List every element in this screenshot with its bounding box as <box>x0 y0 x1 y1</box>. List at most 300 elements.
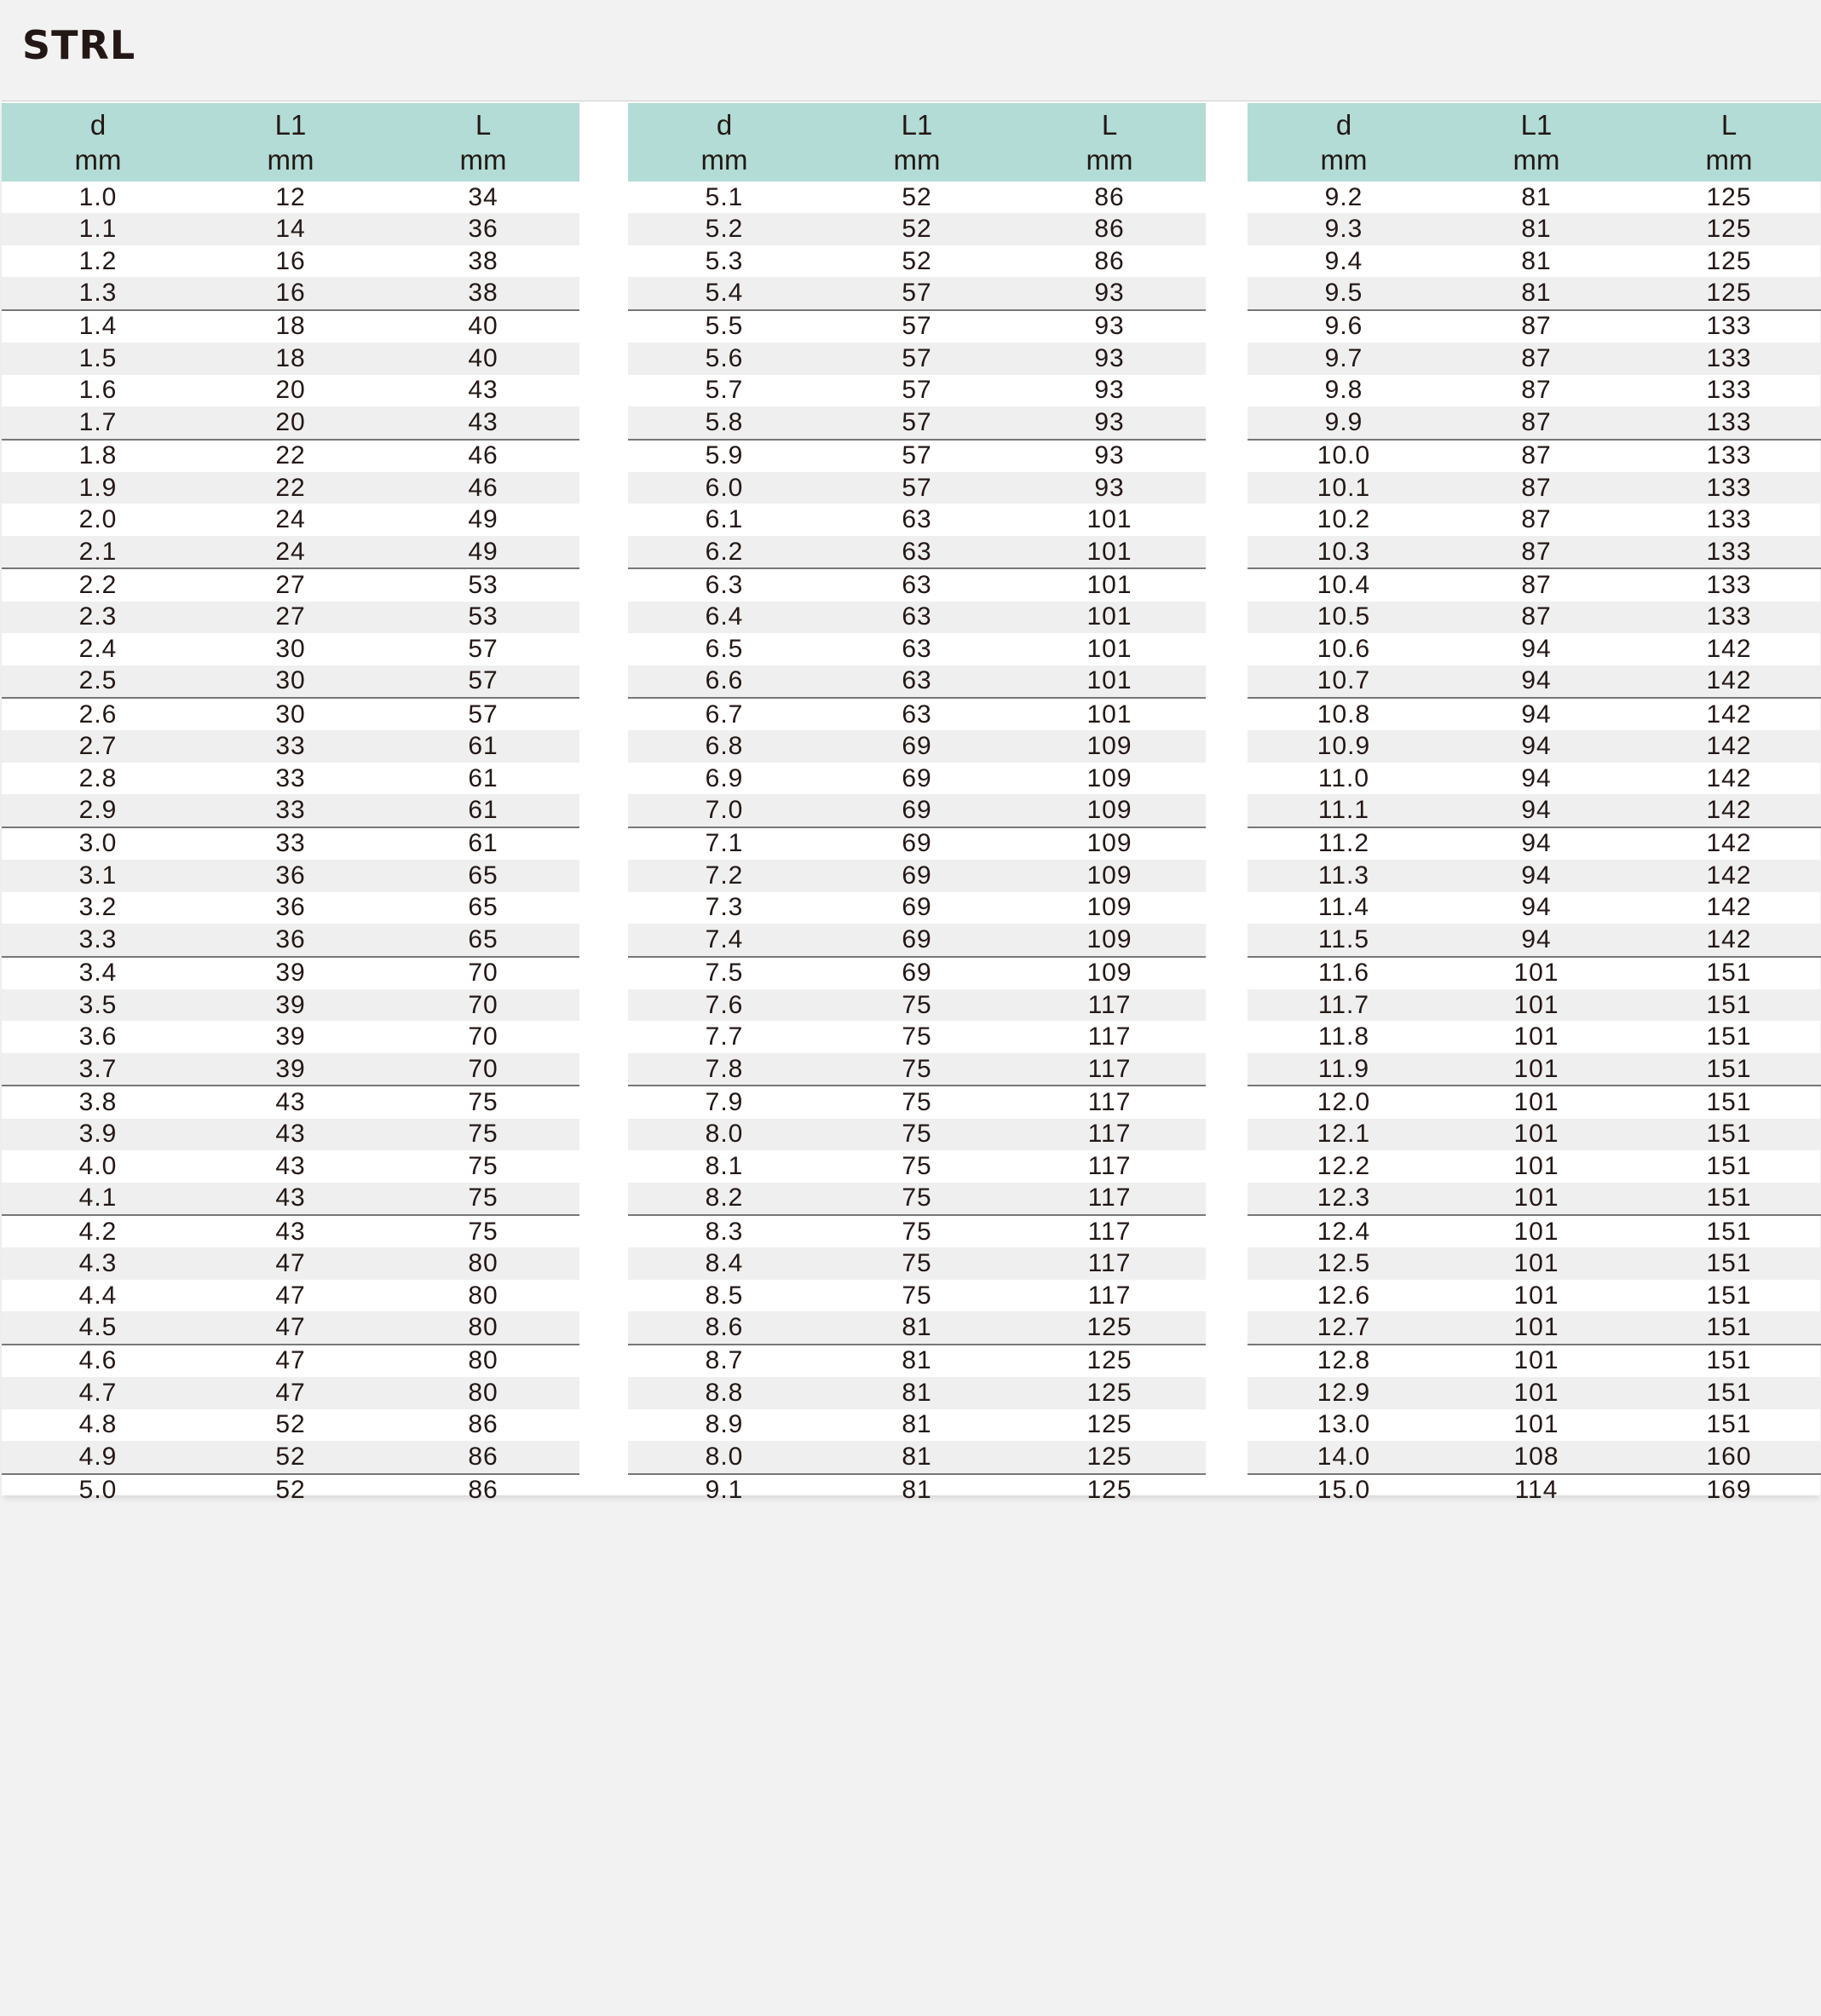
table-row <box>1248 763 1821 794</box>
table-header-row <box>1248 103 1821 181</box>
table-row <box>628 924 1206 956</box>
cell-l: 151 <box>1706 1151 1752 1180</box>
cell-l: 133 <box>1706 505 1752 534</box>
table-row <box>628 181 1206 213</box>
cell-l: 49 <box>468 505 498 534</box>
table-row <box>2 504 579 535</box>
cell-l1: 75 <box>902 1217 932 1246</box>
cell-l1: 52 <box>902 182 932 211</box>
cell-d: 4.3 <box>2 1247 194 1279</box>
table-row <box>1248 1021 1821 1052</box>
cell-l1: 20 <box>194 406 387 439</box>
cell-l1: 22 <box>194 472 387 504</box>
cell-l1: 94 <box>1440 665 1633 698</box>
cell-d: 6.9 <box>705 763 744 792</box>
cell-d: 7.8 <box>628 1053 821 1086</box>
cell-l1: 63 <box>902 634 932 663</box>
cell-l1: 47 <box>194 1377 387 1408</box>
cell-l1: 94 <box>1521 634 1552 663</box>
cell-l1: 94 <box>1440 794 1633 827</box>
cell-d: 11.7 <box>1248 989 1440 1021</box>
cell-d: 9.2 <box>1324 182 1363 211</box>
table-row <box>2 892 579 924</box>
cell-l1: 57 <box>902 376 932 405</box>
cell-l1: 52 <box>275 1410 306 1439</box>
cell-d: 11.3 <box>1248 860 1440 891</box>
table-row <box>628 763 1206 794</box>
table-row <box>1248 1183 1821 1215</box>
table-row <box>2 924 579 956</box>
cell-l1: 18 <box>275 312 306 341</box>
cell-d: 1.6 <box>78 376 118 405</box>
cell-d: 4.6 <box>78 1346 118 1375</box>
table-row <box>628 245 1206 277</box>
table-row <box>628 440 1206 472</box>
cell-d: 12.9 <box>1248 1377 1440 1408</box>
table-row <box>1248 245 1821 277</box>
cell-l: 70 <box>387 1053 579 1086</box>
cell-l: 80 <box>387 1311 579 1344</box>
table-row <box>628 892 1206 924</box>
cell-d: 3.3 <box>2 924 194 956</box>
cell-d: 11.9 <box>1248 1053 1440 1086</box>
cell-l1: 75 <box>821 989 1013 1021</box>
cell-l: 34 <box>468 182 498 211</box>
table-row <box>1248 1053 1821 1086</box>
cell-l1: 87 <box>1521 505 1552 534</box>
cell-l1: 57 <box>821 472 1013 504</box>
cell-l: 75 <box>468 1217 498 1246</box>
cell-l1: 81 <box>1521 246 1552 275</box>
cell-l: 117 <box>1087 1281 1132 1310</box>
cell-l: 70 <box>468 959 498 988</box>
table-row <box>1248 665 1821 698</box>
cell-l: 93 <box>1013 343 1206 374</box>
cell-d: 12.7 <box>1248 1311 1440 1344</box>
cell-d: 11.0 <box>1317 763 1370 792</box>
cell-l1: 101 <box>1513 1410 1559 1439</box>
cell-l1: 69 <box>821 860 1013 891</box>
cell-l: 101 <box>1086 634 1132 663</box>
cell-d: 2.4 <box>78 634 118 663</box>
table-row <box>628 602 1206 633</box>
cell-d: 3.9 <box>2 1119 194 1150</box>
cell-d: 3.8 <box>78 1087 118 1116</box>
cell-l1: 63 <box>821 665 1013 698</box>
cell-l1: 75 <box>902 1151 932 1180</box>
table-row <box>1248 1377 1821 1408</box>
cell-d: 4.9 <box>2 1441 194 1473</box>
cell-l1: 69 <box>821 924 1013 956</box>
table-row <box>1248 1474 1821 1506</box>
cell-l: 151 <box>1706 1410 1752 1439</box>
table-row <box>1248 1086 1821 1118</box>
table-row <box>628 957 1206 989</box>
cell-l: 93 <box>1013 277 1206 309</box>
cell-d: 3.5 <box>2 989 194 1021</box>
cell-l: 75 <box>387 1183 579 1215</box>
cell-l: 65 <box>468 893 498 922</box>
table-row <box>1248 472 1821 504</box>
cell-d: 7.2 <box>628 860 821 891</box>
table-row <box>2 440 579 472</box>
cell-d: 1.0 <box>78 182 118 211</box>
cell-d: 8.2 <box>628 1183 821 1215</box>
column-unit: mm <box>700 144 748 176</box>
cell-d: 7.1 <box>705 829 744 858</box>
cell-l: 46 <box>387 472 579 504</box>
cell-l1: 94 <box>1440 924 1633 956</box>
cell-d: 10.4 <box>1317 570 1371 599</box>
cell-l: 70 <box>468 1022 498 1051</box>
cell-l: 133 <box>1706 441 1752 470</box>
table-row <box>1248 440 1821 472</box>
table-row <box>2 1280 579 1311</box>
cell-d: 5.2 <box>628 213 821 245</box>
cell-l1: 101 <box>1440 1247 1633 1279</box>
cell-d: 2.7 <box>2 730 194 762</box>
cell-l: 117 <box>1013 1183 1206 1215</box>
cell-l: 169 <box>1706 1476 1752 1505</box>
table-row <box>1248 536 1821 568</box>
cell-l1: 39 <box>194 989 387 1021</box>
table-row <box>1248 989 1821 1021</box>
cell-l: 133 <box>1633 536 1821 568</box>
cell-l: 125 <box>1013 1441 1206 1473</box>
cell-l1: 20 <box>275 376 306 405</box>
cell-d: 8.0 <box>628 1119 821 1150</box>
table-row <box>1248 504 1821 535</box>
cell-l1: 43 <box>194 1183 387 1215</box>
column-header-l <box>387 103 579 181</box>
cell-l1: 12 <box>275 182 306 211</box>
cell-d: 2.1 <box>2 536 194 568</box>
table-row <box>628 1474 1206 1506</box>
cell-l: 109 <box>1086 829 1132 858</box>
cell-l1: 75 <box>821 1053 1013 1086</box>
cell-l: 86 <box>1094 182 1125 211</box>
table-row <box>628 1021 1206 1052</box>
cell-l: 38 <box>468 246 498 275</box>
cell-d: 2.0 <box>78 505 118 534</box>
cell-l1: 81 <box>821 1311 1013 1344</box>
table-row <box>2 1053 579 1086</box>
table-row <box>1248 406 1821 439</box>
cell-l1: 43 <box>275 1087 306 1116</box>
cell-l1: 81 <box>902 1476 932 1505</box>
cell-l: 93 <box>1094 376 1125 405</box>
table-row <box>2 1311 579 1344</box>
cell-l: 43 <box>468 376 498 405</box>
cell-l: 40 <box>387 343 579 374</box>
cell-l1: 69 <box>902 959 932 988</box>
cell-l: 151 <box>1633 1247 1821 1279</box>
dimension-table-2 <box>628 103 1206 1506</box>
cell-d: 3.6 <box>78 1022 118 1051</box>
cell-l: 86 <box>387 1441 579 1473</box>
cell-l: 109 <box>1013 860 1206 891</box>
cell-l1: 81 <box>1521 182 1552 211</box>
cell-d: 1.3 <box>2 277 194 309</box>
table-row <box>1248 1150 1821 1182</box>
cell-l1: 63 <box>821 536 1013 568</box>
column-name: d <box>1335 109 1352 141</box>
cell-l: 151 <box>1633 1183 1821 1215</box>
cell-l1: 43 <box>194 1119 387 1150</box>
table-row <box>2 310 579 343</box>
table-row <box>1248 1409 1821 1441</box>
cell-l1: 75 <box>902 1087 932 1116</box>
cell-l: 151 <box>1706 1022 1752 1051</box>
table-row <box>2 665 579 698</box>
column-name: L1 <box>1520 109 1553 141</box>
cell-l1: 81 <box>1440 277 1633 309</box>
cell-l1: 101 <box>1513 1217 1559 1246</box>
cell-d: 12.4 <box>1317 1217 1371 1246</box>
table-row <box>2 1247 579 1279</box>
cell-l: 151 <box>1706 1087 1752 1116</box>
cell-l: 109 <box>1013 794 1206 827</box>
table-row <box>1248 924 1821 956</box>
cell-d: 5.5 <box>705 312 744 341</box>
cell-l1: 52 <box>902 246 932 275</box>
cell-d: 10.2 <box>1317 505 1371 534</box>
cell-d: 8.4 <box>628 1247 821 1279</box>
table-row <box>628 406 1206 439</box>
cell-d: 5.4 <box>628 277 821 309</box>
cell-l: 43 <box>387 406 579 439</box>
cell-d: 8.5 <box>705 1281 744 1310</box>
column-name: L1 <box>901 109 933 141</box>
cell-l1: 63 <box>902 700 932 729</box>
cell-l: 57 <box>468 700 498 729</box>
table-row <box>2 536 579 568</box>
cell-d: 10.6 <box>1317 634 1371 663</box>
cell-l1: 75 <box>821 1183 1013 1215</box>
table-row <box>1248 892 1821 924</box>
table-row <box>628 1053 1206 1086</box>
table-row <box>628 730 1206 762</box>
table-row <box>2 763 579 794</box>
cell-l: 101 <box>1013 665 1206 698</box>
table-row <box>2 1345 579 1377</box>
cell-l1: 75 <box>821 1119 1013 1150</box>
table-row <box>628 472 1206 504</box>
table-row <box>2 1119 579 1150</box>
cell-l: 125 <box>1086 1410 1132 1439</box>
cell-l: 125 <box>1086 1346 1132 1375</box>
table-row <box>628 277 1206 309</box>
cell-d: 9.1 <box>705 1476 744 1505</box>
dimension-table-1 <box>2 103 579 1506</box>
cell-d: 3.2 <box>78 893 118 922</box>
column-unit: mm <box>1086 144 1133 176</box>
cell-d: 6.6 <box>628 665 821 698</box>
cell-d: 4.7 <box>2 1377 194 1408</box>
cell-l: 101 <box>1086 570 1132 599</box>
cell-l1: 87 <box>1521 570 1552 599</box>
cell-d: 6.8 <box>628 730 821 762</box>
cell-d: 6.3 <box>705 570 744 599</box>
table-row <box>2 1441 579 1473</box>
cell-l: 75 <box>387 1119 579 1150</box>
table-row <box>628 343 1206 374</box>
table-row <box>1248 310 1821 343</box>
cell-d: 7.0 <box>628 794 821 827</box>
table-row <box>1248 1311 1821 1344</box>
cell-d: 5.1 <box>705 182 744 211</box>
cell-d: 15.0 <box>1317 1476 1371 1505</box>
cell-l: 80 <box>468 1281 498 1310</box>
cell-l: 36 <box>387 213 579 245</box>
cell-l: 75 <box>468 1087 498 1116</box>
cell-l1: 16 <box>275 246 306 275</box>
column-unit: mm <box>459 144 507 176</box>
cell-l1: 114 <box>1514 1476 1559 1505</box>
cell-l1: 52 <box>275 1476 306 1505</box>
cell-l: 133 <box>1633 602 1821 633</box>
cell-l: 133 <box>1706 570 1752 599</box>
cell-l: 125 <box>1013 1377 1206 1408</box>
table-row <box>2 602 579 633</box>
table-row <box>628 1247 1206 1279</box>
cell-d: 4.2 <box>78 1217 118 1246</box>
cell-l1: 52 <box>194 1441 387 1473</box>
cell-d: 7.4 <box>628 924 821 956</box>
cell-l1: 94 <box>1521 893 1552 922</box>
table-row <box>2 213 579 245</box>
cell-d: 6.1 <box>705 505 744 534</box>
table-row <box>628 860 1206 891</box>
cell-l1: 27 <box>194 602 387 633</box>
cell-l: 101 <box>1013 536 1206 568</box>
table-header-row <box>2 103 579 181</box>
cell-d: 8.0 <box>628 1441 821 1473</box>
cell-d: 5.7 <box>705 376 744 405</box>
cell-l: 125 <box>1633 213 1821 245</box>
cell-l1: 33 <box>275 763 306 792</box>
cell-d: 12.5 <box>1248 1247 1440 1279</box>
cell-d: 5.3 <box>705 246 744 275</box>
cell-d: 8.6 <box>628 1311 821 1344</box>
cell-d: 1.1 <box>2 213 194 245</box>
table-row <box>628 665 1206 698</box>
table-row <box>2 1474 579 1506</box>
table-row <box>1248 1345 1821 1377</box>
cell-l: 80 <box>387 1377 579 1408</box>
dimension-table-3 <box>1248 103 1821 1506</box>
cell-d: 2.6 <box>78 700 118 729</box>
cell-d: 8.7 <box>705 1346 744 1375</box>
cell-l1: 94 <box>1521 829 1552 858</box>
table-row <box>628 1119 1206 1150</box>
cell-l: 125 <box>1633 277 1821 309</box>
table-row <box>2 827 579 860</box>
cell-d: 4.5 <box>2 1311 194 1344</box>
table-row <box>2 860 579 891</box>
cell-d: 10.3 <box>1248 536 1440 568</box>
cell-l1: 87 <box>1440 602 1633 633</box>
cell-l: 109 <box>1086 959 1132 988</box>
cell-l: 142 <box>1633 730 1821 762</box>
cell-l1: 36 <box>194 924 387 956</box>
cell-l: 93 <box>1013 472 1206 504</box>
cell-l1: 101 <box>1440 1311 1633 1344</box>
column-name: d <box>89 109 107 141</box>
cell-l: 117 <box>1087 1217 1132 1246</box>
cell-l1: 18 <box>194 343 387 374</box>
cell-l: 125 <box>1706 182 1752 211</box>
cell-d: 3.0 <box>78 829 118 858</box>
table-row <box>2 1021 579 1052</box>
table-row <box>628 1183 1206 1215</box>
cell-l: 109 <box>1086 893 1132 922</box>
cell-l: 125 <box>1086 1476 1132 1505</box>
cell-d: 2.9 <box>2 794 194 827</box>
cell-l: 142 <box>1633 924 1821 956</box>
cell-l1: 36 <box>275 893 306 922</box>
cell-l: 117 <box>1087 1022 1132 1051</box>
cell-d: 11.6 <box>1317 959 1370 988</box>
cell-d: 10.9 <box>1248 730 1440 762</box>
cell-l1: 57 <box>902 312 932 341</box>
cell-d: 2.3 <box>2 602 194 633</box>
cell-d: 6.2 <box>628 536 821 568</box>
table-row <box>1248 860 1821 891</box>
cell-d: 5.6 <box>628 343 821 374</box>
cell-d: 12.1 <box>1248 1119 1440 1150</box>
column-name: L <box>1720 109 1737 141</box>
table-row <box>2 1183 579 1215</box>
cell-l: 117 <box>1013 989 1206 1021</box>
cell-l: 40 <box>468 312 498 341</box>
cell-l1: 69 <box>902 829 932 858</box>
table-row <box>1248 375 1821 406</box>
table-row <box>1248 277 1821 309</box>
cell-l: 151 <box>1633 1377 1821 1408</box>
cell-d: 5.0 <box>78 1476 118 1505</box>
cell-l1: 47 <box>194 1311 387 1344</box>
cell-l: 86 <box>1094 246 1125 275</box>
cell-l: 61 <box>468 763 498 792</box>
cell-l1: 101 <box>1513 1346 1559 1375</box>
cell-l1: 81 <box>821 1377 1013 1408</box>
cell-l: 86 <box>468 1476 498 1505</box>
table-row <box>2 730 579 762</box>
table-row <box>2 406 579 439</box>
cell-l1: 14 <box>194 213 387 245</box>
cell-d: 1.2 <box>78 246 118 275</box>
cell-l: 117 <box>1087 1151 1132 1180</box>
cell-l1: 33 <box>194 794 387 827</box>
table-row <box>2 794 579 827</box>
cell-d: 9.8 <box>1324 376 1363 405</box>
cell-l1: 39 <box>194 1053 387 1086</box>
table-row <box>628 633 1206 665</box>
cell-l: 151 <box>1706 1217 1752 1246</box>
cell-d: 8.1 <box>705 1151 744 1180</box>
cell-l: 125 <box>1706 246 1752 275</box>
cell-d: 9.9 <box>1248 406 1440 439</box>
cell-l1: 101 <box>1513 1281 1559 1310</box>
cell-l1: 87 <box>1440 536 1633 568</box>
cell-l1: 57 <box>902 441 932 470</box>
table-row <box>628 504 1206 535</box>
cell-d: 10.0 <box>1317 441 1371 470</box>
cell-d: 4.8 <box>78 1410 118 1439</box>
cell-l1: 101 <box>1440 1053 1633 1086</box>
table-row <box>2 989 579 1021</box>
